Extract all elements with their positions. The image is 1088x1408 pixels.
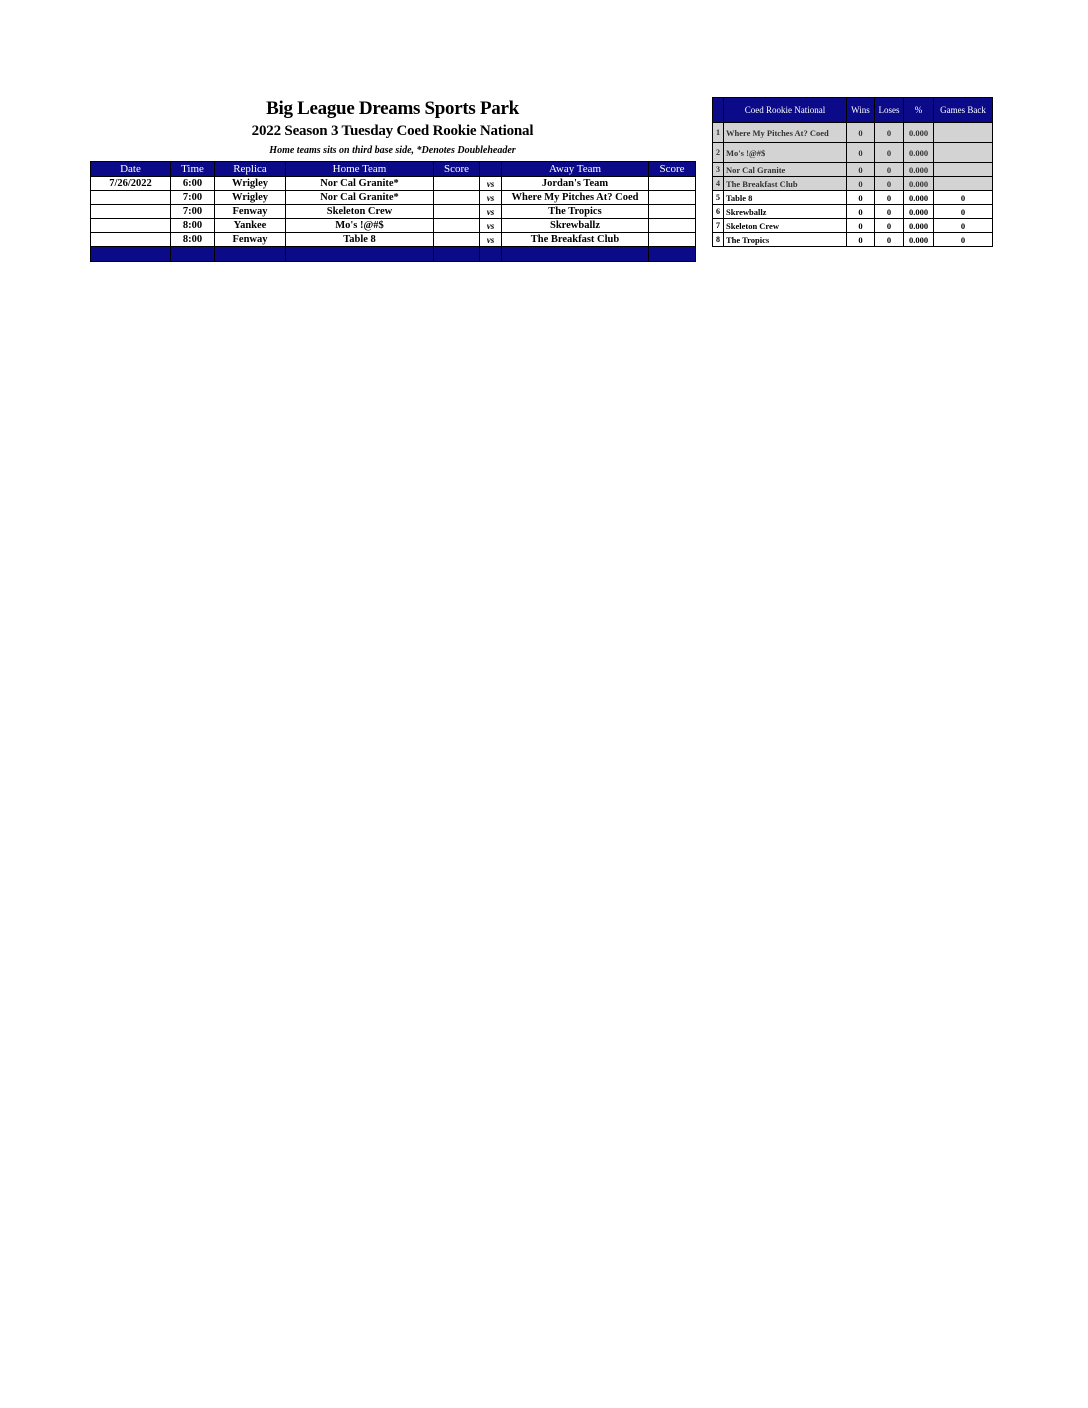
schedule-row bbox=[91, 191, 696, 205]
cell-home-score bbox=[434, 219, 480, 233]
cell-home-score bbox=[434, 191, 480, 205]
cell-vs: vs bbox=[480, 219, 502, 233]
standings-row bbox=[713, 191, 993, 205]
col-time: Time bbox=[171, 162, 215, 177]
cell-rank: 4 bbox=[713, 177, 724, 191]
col-home-score: Score bbox=[434, 162, 480, 177]
cell-home-score bbox=[434, 205, 480, 219]
cell-wins: 0 bbox=[847, 123, 875, 143]
cell-games-back bbox=[934, 163, 993, 177]
cell-games-back: 0 bbox=[934, 191, 993, 205]
col-pct: % bbox=[904, 98, 934, 123]
cell-home-score bbox=[434, 233, 480, 247]
page-note: Home teams sits on third base side, *Denotes Doubleheader bbox=[269, 145, 516, 156]
cell-wins: 0 bbox=[847, 233, 875, 247]
col-wins: Wins bbox=[847, 98, 875, 123]
cell-rank: 8 bbox=[713, 233, 724, 247]
cell-games-back: 0 bbox=[934, 233, 993, 247]
cell-games-back: 0 bbox=[934, 205, 993, 219]
footer-cell bbox=[649, 247, 696, 262]
cell-away-score bbox=[649, 233, 696, 247]
page-title: Big League Dreams Sports Park bbox=[266, 98, 519, 119]
cell-games-back bbox=[934, 143, 993, 163]
cell-replica: Fenway bbox=[215, 205, 286, 219]
cell-team: The Breakfast Club bbox=[724, 177, 847, 191]
cell-loses: 0 bbox=[875, 219, 904, 233]
cell-time: 8:00 bbox=[171, 233, 215, 247]
footer-cell bbox=[502, 247, 649, 262]
cell-team: Skrewballz bbox=[724, 205, 847, 219]
schedule-row bbox=[91, 219, 696, 233]
footer-cell bbox=[171, 247, 215, 262]
cell-team: Where My Pitches At? Coed bbox=[724, 123, 847, 143]
cell-team: Skeleton Crew bbox=[724, 219, 847, 233]
cell-team: Table 8 bbox=[724, 191, 847, 205]
cell-away-team: The Breakfast Club bbox=[502, 233, 649, 247]
standings-row bbox=[713, 205, 993, 219]
standings-row bbox=[713, 143, 993, 163]
cell-wins: 0 bbox=[847, 191, 875, 205]
schedule-row bbox=[91, 233, 696, 247]
cell-away-score bbox=[649, 219, 696, 233]
schedule-row bbox=[91, 205, 696, 219]
cell-away-team: Jordan's Team bbox=[502, 177, 649, 191]
standings-table bbox=[712, 97, 993, 247]
cell-wins: 0 bbox=[847, 163, 875, 177]
schedule-header-row bbox=[91, 162, 696, 177]
cell-wins: 0 bbox=[847, 177, 875, 191]
cell-date: 7/26/2022 bbox=[91, 177, 171, 191]
cell-time: 8:00 bbox=[171, 219, 215, 233]
cell-rank: 3 bbox=[713, 163, 724, 177]
cell-team: Mo's !@#$ bbox=[724, 143, 847, 163]
cell-loses: 0 bbox=[875, 143, 904, 163]
schedule-table bbox=[90, 161, 696, 262]
cell-rank: 2 bbox=[713, 143, 724, 163]
cell-away-score bbox=[649, 205, 696, 219]
cell-pct: 0.000 bbox=[904, 123, 934, 143]
col-home-team: Home Team bbox=[286, 162, 434, 177]
cell-loses: 0 bbox=[875, 177, 904, 191]
footer-cell bbox=[480, 247, 502, 262]
col-date: Date bbox=[91, 162, 171, 177]
col-rank bbox=[713, 98, 724, 123]
cell-replica: Yankee bbox=[215, 219, 286, 233]
standings-row bbox=[713, 177, 993, 191]
cell-pct: 0.000 bbox=[904, 143, 934, 163]
cell-loses: 0 bbox=[875, 233, 904, 247]
cell-time: 7:00 bbox=[171, 191, 215, 205]
footer-cell bbox=[215, 247, 286, 262]
footer-cell bbox=[286, 247, 434, 262]
cell-rank: 7 bbox=[713, 219, 724, 233]
cell-games-back bbox=[934, 123, 993, 143]
col-loses: Loses bbox=[875, 98, 904, 123]
cell-games-back bbox=[934, 177, 993, 191]
col-away-team: Away Team bbox=[502, 162, 649, 177]
cell-home-score bbox=[434, 177, 480, 191]
cell-time: 6:00 bbox=[171, 177, 215, 191]
standings-row bbox=[713, 219, 993, 233]
cell-home-team: Nor Cal Granite* bbox=[286, 177, 434, 191]
cell-time: 7:00 bbox=[171, 205, 215, 219]
cell-pct: 0.000 bbox=[904, 219, 934, 233]
cell-pct: 0.000 bbox=[904, 233, 934, 247]
cell-loses: 0 bbox=[875, 163, 904, 177]
cell-rank: 5 bbox=[713, 191, 724, 205]
cell-wins: 0 bbox=[847, 219, 875, 233]
col-away-score: Score bbox=[649, 162, 696, 177]
footer-cell bbox=[91, 247, 171, 262]
cell-replica: Wrigley bbox=[215, 177, 286, 191]
cell-away-team: Where My Pitches At? Coed bbox=[502, 191, 649, 205]
cell-wins: 0 bbox=[847, 205, 875, 219]
cell-away-team: Skrewballz bbox=[502, 219, 649, 233]
cell-replica: Fenway bbox=[215, 233, 286, 247]
cell-home-team: Mo's !@#$ bbox=[286, 219, 434, 233]
cell-pct: 0.000 bbox=[904, 163, 934, 177]
cell-vs: vs bbox=[480, 191, 502, 205]
cell-wins: 0 bbox=[847, 143, 875, 163]
cell-games-back: 0 bbox=[934, 219, 993, 233]
cell-pct: 0.000 bbox=[904, 205, 934, 219]
page-subtitle: 2022 Season 3 Tuesday Coed Rookie National bbox=[251, 123, 534, 139]
cell-away-score bbox=[649, 177, 696, 191]
cell-away-team: The Tropics bbox=[502, 205, 649, 219]
col-games-back: Games Back bbox=[934, 98, 993, 123]
col-replica: Replica bbox=[215, 162, 286, 177]
schedule-footer-bar bbox=[91, 247, 696, 262]
cell-home-team: Table 8 bbox=[286, 233, 434, 247]
cell-loses: 0 bbox=[875, 205, 904, 219]
cell-vs: vs bbox=[480, 233, 502, 247]
cell-loses: 0 bbox=[875, 123, 904, 143]
col-vs bbox=[480, 162, 502, 177]
cell-team: The Tropics bbox=[724, 233, 847, 247]
cell-date bbox=[91, 233, 171, 247]
cell-rank: 6 bbox=[713, 205, 724, 219]
cell-home-team: Skeleton Crew bbox=[286, 205, 434, 219]
cell-away-score bbox=[649, 191, 696, 205]
cell-date bbox=[91, 191, 171, 205]
footer-cell bbox=[434, 247, 480, 262]
standings-row bbox=[713, 233, 993, 247]
cell-rank: 1 bbox=[713, 123, 724, 143]
cell-pct: 0.000 bbox=[904, 177, 934, 191]
standings-row bbox=[713, 123, 993, 143]
col-division: Coed Rookie National bbox=[724, 98, 847, 123]
schedule-row bbox=[91, 177, 696, 191]
cell-date bbox=[91, 219, 171, 233]
cell-date bbox=[91, 205, 171, 219]
cell-vs: vs bbox=[480, 205, 502, 219]
cell-vs: vs bbox=[480, 177, 502, 191]
standings-row bbox=[713, 163, 993, 177]
cell-pct: 0.000 bbox=[904, 191, 934, 205]
cell-replica: Wrigley bbox=[215, 191, 286, 205]
cell-home-team: Nor Cal Granite* bbox=[286, 191, 434, 205]
cell-team: Nor Cal Granite bbox=[724, 163, 847, 177]
standings-header-row bbox=[713, 98, 993, 123]
cell-loses: 0 bbox=[875, 191, 904, 205]
